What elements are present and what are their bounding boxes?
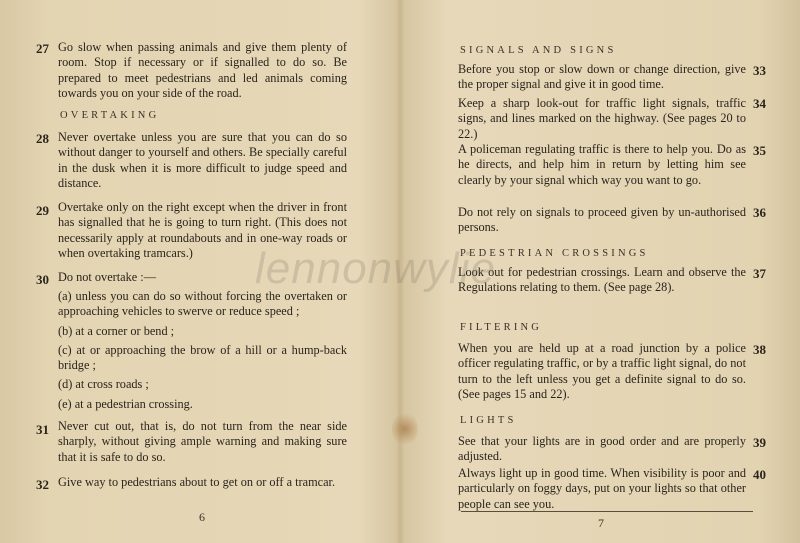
rule-number: 37 xyxy=(753,266,766,281)
rule-text: Overtake only on the right except when the driver in front has signalled that he is going to turn right. (This does not necessarily apply at roundabouts and in one-way roads or when overtaking tramcars.) xyxy=(58,200,347,260)
list-item: (e) at a pedestrian crossing. xyxy=(58,396,193,411)
rule-text: When you are held up at a road junction by a police officer regulating traffic, or by a traffic light signal, do not turn to the left unless you get a definite signal to do so. (See pages 15 and 22). xyxy=(458,341,746,401)
section-heading: FILTERING xyxy=(460,322,543,333)
watermark: lennonwylie xyxy=(255,244,496,293)
rule-text: See that your lights are in good order and are properly adjusted. xyxy=(458,434,746,464)
rule-number: 40 xyxy=(753,467,766,482)
rule-number: 33 xyxy=(753,63,766,78)
page-number: 6 xyxy=(199,510,205,524)
rule-number: 36 xyxy=(753,205,766,220)
rule-number: 28 xyxy=(36,131,49,146)
rule-text: Give way to pedestrians about to get on or off a tramcar. xyxy=(58,475,336,489)
list-item: (d) at cross roads ; xyxy=(58,377,149,392)
rule-number: 29 xyxy=(36,203,49,218)
rule-number: 30 xyxy=(36,272,49,287)
rule-number: 27 xyxy=(36,41,49,56)
list-item: (b) at a corner or bend ; xyxy=(58,323,175,338)
list-item: (c) at or approaching the brow of a hill or a hump-back bridge ; xyxy=(58,342,347,373)
rule-number: 39 xyxy=(753,435,766,450)
rule-text: Keep a sharp look-out for traffic light signals, traffic signs, and lines marked on the highway. (See pages 20 to 22.) xyxy=(458,96,746,141)
rule-number: 38 xyxy=(753,342,766,357)
rule-text: Go slow when passing animals and give them plenty of room. Stop if necessary or if signalled to do so. Be prepared to meet pedestrians and led animals coming towards you on your side of the road. xyxy=(58,40,347,100)
rule-number: 34 xyxy=(753,96,766,111)
rule-number: 35 xyxy=(753,143,766,158)
page-number: 7 xyxy=(598,516,604,530)
rule-text: A policeman regulating traffic is there to help you. Do as he directs, and help him in return by letting him see clearly by your signal which way you want to go. xyxy=(458,142,746,187)
section-heading: PEDESTRIAN CROSSINGS xyxy=(460,248,649,259)
rule-text: Before you stop or slow down or change direction, give the proper signal and give it in good time. xyxy=(458,62,746,92)
rule-number: 32 xyxy=(36,477,49,492)
section-heading: SIGNALS AND SIGNS xyxy=(460,45,617,56)
rule-text: Do not rely on signals to proceed given by un-authorised persons. xyxy=(458,205,746,235)
section-heading: OVERTAKING xyxy=(60,110,160,121)
bottom-rule xyxy=(461,511,753,512)
rule-text: Always light up in good time. When visibility is poor and particularly on foggy days, put on your lights so that other people can see you. xyxy=(458,466,746,511)
rule-text: Do not overtake :— xyxy=(58,270,157,284)
section-heading: LIGHTS xyxy=(460,415,517,426)
rule-number: 31 xyxy=(36,422,49,437)
list-item: (a) unless you can do so without forcing the overtaken or approaching vehicles to swerve or reduce speed ; xyxy=(58,289,347,319)
rule-text: Never overtake unless you are sure that you can do so without danger to yourself and others. Be specially careful in the dusk when it is more difficult to judge speed and distance. xyxy=(58,130,347,190)
rule-text: Look out for pedestrian crossings. Learn and observe the Regulations relating to them. (See page 28). xyxy=(458,265,746,295)
rule-text: Never cut out, that is, do not turn from the near side sharply, without giving ample warning and making sure that it is safe to do so. xyxy=(58,419,347,464)
